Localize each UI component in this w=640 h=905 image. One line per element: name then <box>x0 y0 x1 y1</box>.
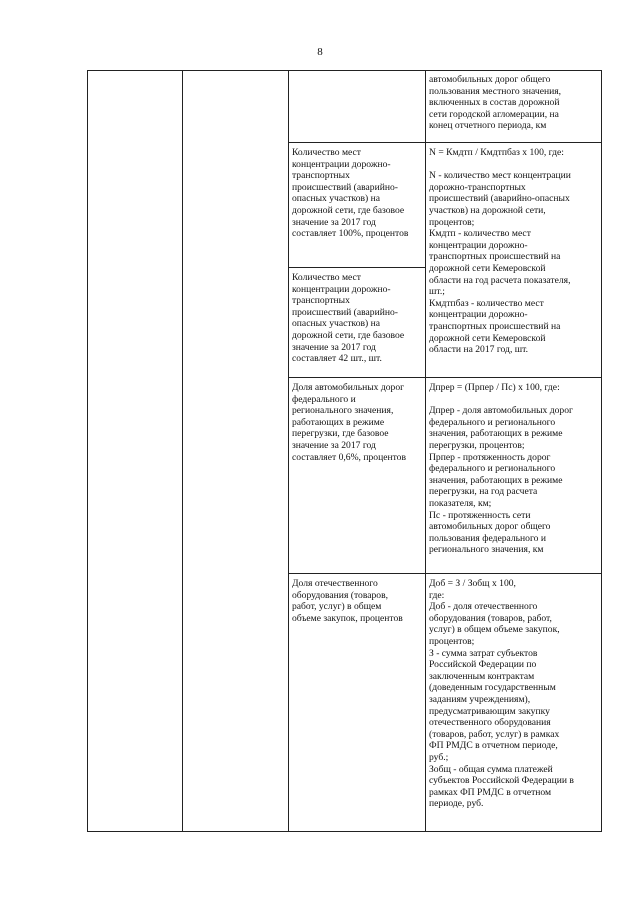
column-divider-1 <box>182 70 183 832</box>
indicator-cell-accident-sites-count: Количество мест концентрации дорожно- транспортных происшествий (аварийно- опасных участков) на дорожной сети, где базовое значение за 2017 год составляет 42 шт., шт. <box>292 272 405 365</box>
indicator-cell-domestic-equipment: Доля отечественного оборудования (товаров, работ, услуг) в общем объеме закупок, процентов <box>292 578 403 624</box>
formula-cell-domestic-equipment: Доб = З / Зобщ х 100, где: Доб - доля отечественного оборудования (товаров, работ, услуг) в общем объеме закупок, процентов; З - сумма затрат субъектов Российской Федерации по заключенным контрактам (доведенным государственным заданиям учреждениям), предусматривающим закупку отечественного оборудования (товаров, работ, услуг) в рамках ФП РМДС в отчетном периоде, руб.; Зобщ - общая сумма платежей субъектов Российской Федерации в рамках ФП РМДС в отчетном периоде, руб. <box>429 578 574 810</box>
column-divider-3 <box>425 70 426 832</box>
indicator-table <box>87 70 602 832</box>
row-divider-1 <box>288 142 602 143</box>
table-border-right <box>601 70 602 832</box>
row-divider-4 <box>288 573 602 574</box>
page-number: 8 <box>317 46 323 58</box>
indicator-cell-overloaded-roads: Доля автомобильных дорог федерального и регионального значения, работающих в режиме перегрузки, где базовое значение за 2017 год составляет 0,6%, процентов <box>292 382 407 463</box>
row-divider-3 <box>288 377 602 378</box>
formula-cell-accident-sites: N = Кмдтп / Кмдтпбаз х 100, где: N - количество мест концентрации дорожно-транспортных происшествий (аварийно-опасных участков) на дорожной сети, процентов; Кмдтп - количество мест концентрации дорожно- транспортных происшествий на дорожной сети Кемеровской области на год расчета показателя, шт.; Кмдтпбаз - количество мест концентрации дорожно- транспортных происшествий на дорожной сети Кемеровской области на 2017 год, шт. <box>429 147 571 356</box>
row-divider-2 <box>288 267 426 268</box>
table-border-top <box>87 70 602 71</box>
formula-cell-road-agglomeration: автомобильных дорог общего пользования местного значения, включенных в состав дорожной сети городской агломерации, на конец отчетного периода, км <box>429 74 562 132</box>
column-divider-2 <box>288 70 289 832</box>
formula-cell-overloaded-roads: Дпрер = (Прпер / Пс) х 100, где: Дпрер - доля автомобильных дорог федерального и регионального значения, работающих в режиме перегрузки, процентов; Прпер - протяженность дорог федерального и регионального значения, работающих в режиме перегрузки, на год расчета показателя, км; Пс - протяженность сети автомобильных дорог общего пользования федерального и регионального значения, км <box>429 382 573 556</box>
table-border-left <box>87 70 88 832</box>
table-border-bottom <box>87 831 602 832</box>
indicator-cell-accident-sites-percent: Количество мест концентрации дорожно- транспортных происшествий (аварийно- опасных участков) на дорожной сети, где базовое значение за 2017 год составляет 100%, процентов <box>292 147 409 240</box>
